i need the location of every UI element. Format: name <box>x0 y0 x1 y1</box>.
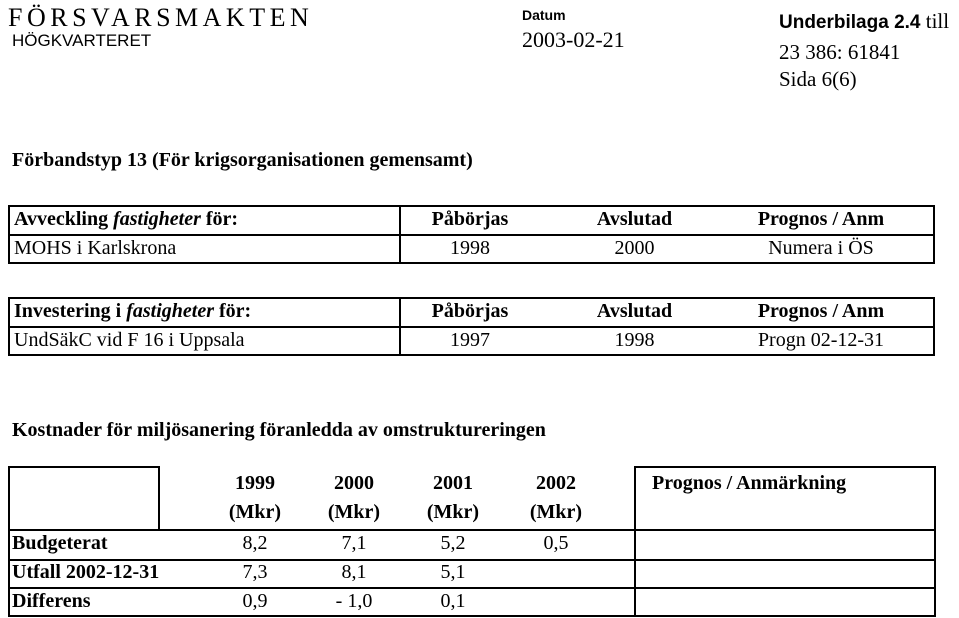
investment-table <box>8 297 935 356</box>
cost-table-rule <box>8 466 160 468</box>
end-year: 1998 <box>614 329 655 351</box>
property-name: UndSäkC vid F 16 i Uppsala <box>14 329 245 351</box>
cost-value: 8,1 <box>341 561 367 583</box>
cost-table-rule <box>634 466 936 468</box>
attachment-label: Underbilaga 2.4 <box>779 12 921 33</box>
unit-header: (Mkr) <box>327 501 381 523</box>
cost-table-rule <box>8 587 936 589</box>
row-label-outcome: Utfall 2002-12-31 <box>12 561 160 583</box>
cost-value: - 1,0 <box>335 590 373 612</box>
row-label-budget: Budgeterat <box>12 532 108 554</box>
year-header: 2000 <box>334 472 374 494</box>
start-year: 1997 <box>450 329 490 351</box>
year-header: 2002 <box>536 472 576 494</box>
attachment-suffix: till <box>920 9 950 33</box>
end-year: 2000 <box>614 237 655 259</box>
unit-header: (Mkr) <box>529 501 583 523</box>
decommissioning-table <box>8 205 935 264</box>
row-divider <box>10 234 933 236</box>
cost-value: 7,3 <box>242 561 268 583</box>
unit-header: (Mkr) <box>228 501 282 523</box>
remark-header: Prognos / Anmärkning <box>652 472 847 494</box>
date-value: 2003-02-21 <box>522 27 625 52</box>
department-name: HÖGKVARTERET <box>12 31 152 50</box>
cost-value: 0,1 <box>440 590 466 612</box>
organization-name: FÖRSVARSMAKTEN <box>8 3 314 32</box>
date-label: Datum <box>522 7 566 23</box>
header-prognosis: Prognos / Anm <box>757 208 885 230</box>
cost-value: 5,2 <box>440 532 466 554</box>
cost-section-title: Kostnader för miljösanering föranledda av omstruktureringen <box>12 419 546 441</box>
cost-value: 8,2 <box>242 532 268 554</box>
cost-table-rule <box>8 529 936 531</box>
header-prognosis: Prognos / Anm <box>757 300 885 322</box>
cost-table-rule <box>8 466 10 617</box>
unit-header: (Mkr) <box>426 501 480 523</box>
row-label-difference: Differens <box>12 590 91 612</box>
investment-heading: Investering i fastigheter för: <box>14 300 252 322</box>
cost-value: 0,9 <box>242 590 268 612</box>
cost-value: 7,1 <box>341 532 367 554</box>
prognosis-note: Numera i ÖS <box>768 237 874 259</box>
cost-table-rule <box>8 615 936 617</box>
cost-table-rule <box>634 466 636 617</box>
cost-value: 5,1 <box>440 561 466 583</box>
decommissioning-heading: Avveckling fastigheter för: <box>14 208 239 230</box>
property-name: MOHS i Karlskrona <box>14 237 177 259</box>
header-start: Påbörjas <box>431 300 509 322</box>
unit-type-title: Förbandstyp 13 (För krigsorganisationen gemensamt) <box>12 149 473 171</box>
document-reference: 23 386: 61841 <box>779 40 901 64</box>
header-end: Avslutad <box>596 300 673 322</box>
page-number: Sida 6(6) <box>779 67 857 91</box>
year-header: 2001 <box>433 472 473 494</box>
start-year: 1998 <box>450 237 490 259</box>
header-end: Avslutad <box>596 208 673 230</box>
attachment-reference <box>779 9 949 34</box>
year-header: 1999 <box>235 472 275 494</box>
row-divider <box>10 326 933 328</box>
prognosis-note: Progn 02-12-31 <box>757 329 885 351</box>
header-start: Påbörjas <box>431 208 509 230</box>
cost-table-rule <box>934 466 936 617</box>
cost-value: 0,5 <box>543 532 569 554</box>
cost-table-rule <box>158 466 160 530</box>
